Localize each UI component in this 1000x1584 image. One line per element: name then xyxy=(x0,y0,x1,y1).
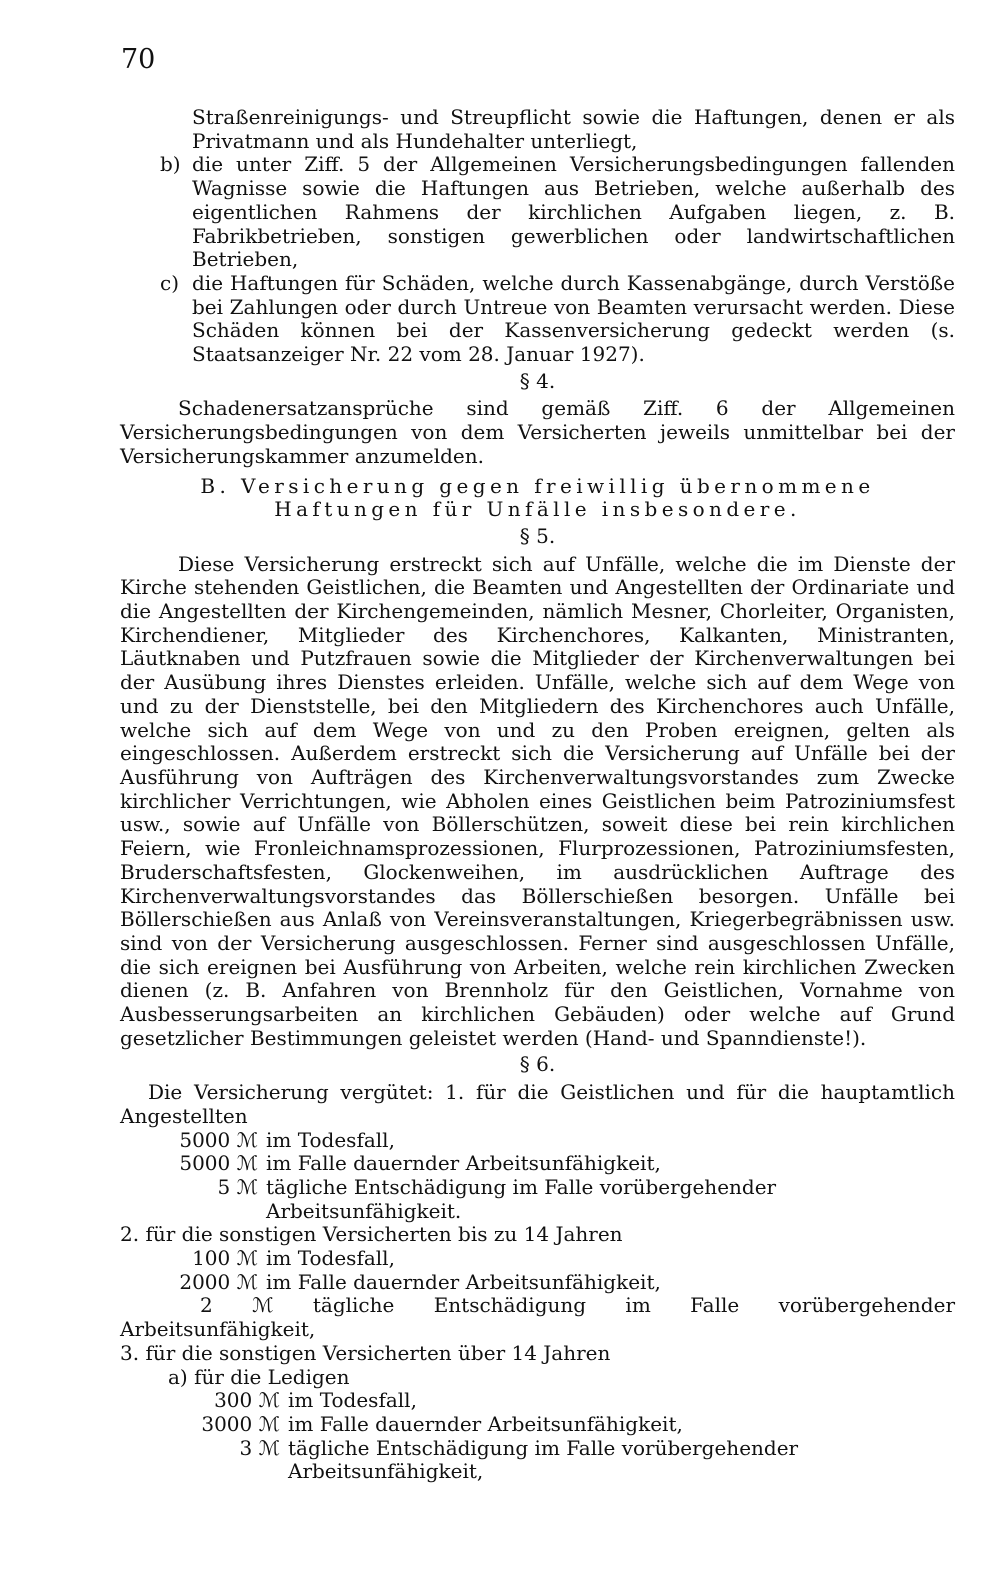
amount-value: 300 ℳ xyxy=(214,1388,280,1413)
section-heading-4: § 4. xyxy=(519,368,556,393)
amount-text: tägliche Entschädigung im Falle vorübergehender Arbeitsunfähigkeit, xyxy=(288,1435,799,1484)
page-body xyxy=(120,106,955,1484)
group-3a-heading: a) für die Ledigen xyxy=(168,1364,350,1389)
list-item-b xyxy=(120,153,955,272)
amount-row-wrapped xyxy=(120,1294,955,1341)
paragraph-4: Schadenersatzansprüche sind gemäß Ziff. 6 der Allgemeinen Versicherungsbedingungen von dem Versicherten jeweils unmittelbar bei der Versicherungskammer anzumelden. xyxy=(120,396,955,468)
list-label-c: c) xyxy=(160,270,180,295)
amount-text: tägliche Entschädigung im Falle vorübergehender Arbeitsunfähigkeit, xyxy=(120,1293,956,1342)
list-label-b: b) xyxy=(160,152,181,177)
amount-row xyxy=(120,1247,955,1271)
paragraph-6-intro: Die Versicherung vergütet: 1. für die Geistlichen und für die hauptamtlich Angestellten xyxy=(120,1080,955,1128)
amount-value: 5 ℳ xyxy=(217,1174,258,1199)
group-2-heading: 2. für die sonstigen Versicherten bis zu 14 Jahren xyxy=(120,1222,623,1247)
section-title-b-line-1: B. Versicherung gegen freiwillig übernommene xyxy=(200,473,875,498)
amount-row xyxy=(120,1176,955,1223)
amount-text: tägliche Entschädigung im Falle vorübergehender Arbeitsunfähigkeit. xyxy=(266,1174,777,1223)
amount-row xyxy=(120,1413,955,1437)
amount-row xyxy=(120,1129,955,1153)
amount-text: im Todesfall, xyxy=(288,1388,417,1413)
section-heading-5: § 5. xyxy=(519,523,556,548)
amount-text: im Falle dauernder Arbeitsunfähigkeit, xyxy=(288,1411,683,1436)
list-text-c: die Haftungen für Schäden, welche durch Kassenabgänge, durch Verstöße bei Zahlungen oder durch Untreue von Beamten verursacht werden. Diese Schäden können bei der Kassenversicherung gedeckt werden (s. Staatsanzeiger Nr. 22 vom 28. Januar 1927). xyxy=(192,270,955,367)
amount-row xyxy=(120,1389,955,1413)
amount-value: 5000 ℳ xyxy=(179,1151,258,1176)
list-item-c xyxy=(120,272,955,367)
continuation-item-a: Straßenreinigungs- und Streupflicht sowie die Haftungen, denen er als Privatmann und als Hundehalter unterliegt, xyxy=(192,105,955,153)
amount-value: 2000 ℳ xyxy=(179,1269,258,1294)
amount-value: 100 ℳ xyxy=(192,1246,258,1271)
amount-value: 5000 ℳ xyxy=(179,1127,258,1152)
group-3-heading: 3. für die sonstigen Versicherten über 14 Jahren xyxy=(120,1340,611,1365)
amount-group-1 xyxy=(120,1129,955,1224)
page-number: 70 xyxy=(121,44,156,75)
amount-text: im Todesfall, xyxy=(266,1246,395,1271)
amount-value: 3000 ℳ xyxy=(201,1411,280,1436)
amount-text: im Falle dauernder Arbeitsunfähigkeit, xyxy=(266,1269,661,1294)
amount-value: 2 ℳ xyxy=(200,1293,274,1318)
amount-value: 3 ℳ xyxy=(239,1435,280,1460)
amount-text: im Falle dauernder Arbeitsunfähigkeit, xyxy=(266,1151,661,1176)
amount-row xyxy=(120,1437,955,1484)
section-title-b-line-2: Haftungen für Unfälle insbesondere. xyxy=(274,497,801,522)
amount-group-2 xyxy=(120,1247,955,1342)
amount-text: im Todesfall, xyxy=(266,1127,395,1152)
section-heading-6: § 6. xyxy=(519,1052,556,1077)
list-text-b: die unter Ziff. 5 der Allgemeinen Versicherungsbedingungen fallenden Wagnisse sowie die Haftungen aus Betrieben, welche außerhalb des eigentlichen Rahmens der kirchlichen Aufgaben liegen, z. B. Fabrikbetrieben, sonstigen gewerblichen oder landwirtschaftlichen Betrieben, xyxy=(192,152,955,272)
amount-row xyxy=(120,1271,955,1295)
amount-group-3a xyxy=(120,1389,955,1484)
amount-row xyxy=(120,1152,955,1176)
paragraph-5: Diese Versicherung erstreckt sich auf Unfälle, welche die im Dienste der Kirche stehenden Geistlichen, die Beamten und Angestellten der Ordinariate und die Angestellten der Kirchengemeinden, nämlich Mesner, Chorleiter, Organisten, Kirchendiener, Mitglieder des Kirchenchores, Kalkanten, Ministranten, Läutknaben und Putzfrauen sowie die Mitglieder der Kirchenverwaltungen bei der Ausübung ihres Dienstes erleiden. Unfälle, welche sich auf dem Wege von und zu der Dienststelle, bei den Mitgliedern des Kirchenchores auch Unfälle, welche sich auf dem Wege von und zu den Proben ereignen, gelten als eingeschlossen. Außerdem erstreckt sich die Versicherung auf Unfälle bei der Ausführung von Aufträgen des Kirchenverwaltungsvorstandes zum Zwecke kirchlicher Verrichtungen, wie Abholen eines Geistlichen beim Patroziniumsfest usw., sowie auf Unfälle von Böllerschützen, soweit diese bei rein kirchlichen Feiern, wie Fronleichnamsprozessionen, Flurprozessionen, Patroziniumsfesten, Bruderschaftsfesten, Glockenweihen, im ausdrücklichen Auftrage des Kirchenverwaltungsvorstandes das Böllerschießen besorgen. Unfälle bei Böllerschießen aus Anlaß von Vereinsveranstaltungen, Kriegerbegräbnissen usw. sind von der Versicherung ausgeschlossen. Ferner sind ausgeschlossen Unfälle, die sich ereignen bei Ausführung von Arbeiten, welche rein kirchlichen Zwecken dienen (z. B. Anfahren von Brennholz für den Geistlichen, Vornahme von Ausbesserungsarbeiten an kirchlichen Gebäuden) oder welche auf Grund gesetzlicher Bestimmungen geleistet werden (Hand- und Spanndienste!). xyxy=(120,551,955,1050)
